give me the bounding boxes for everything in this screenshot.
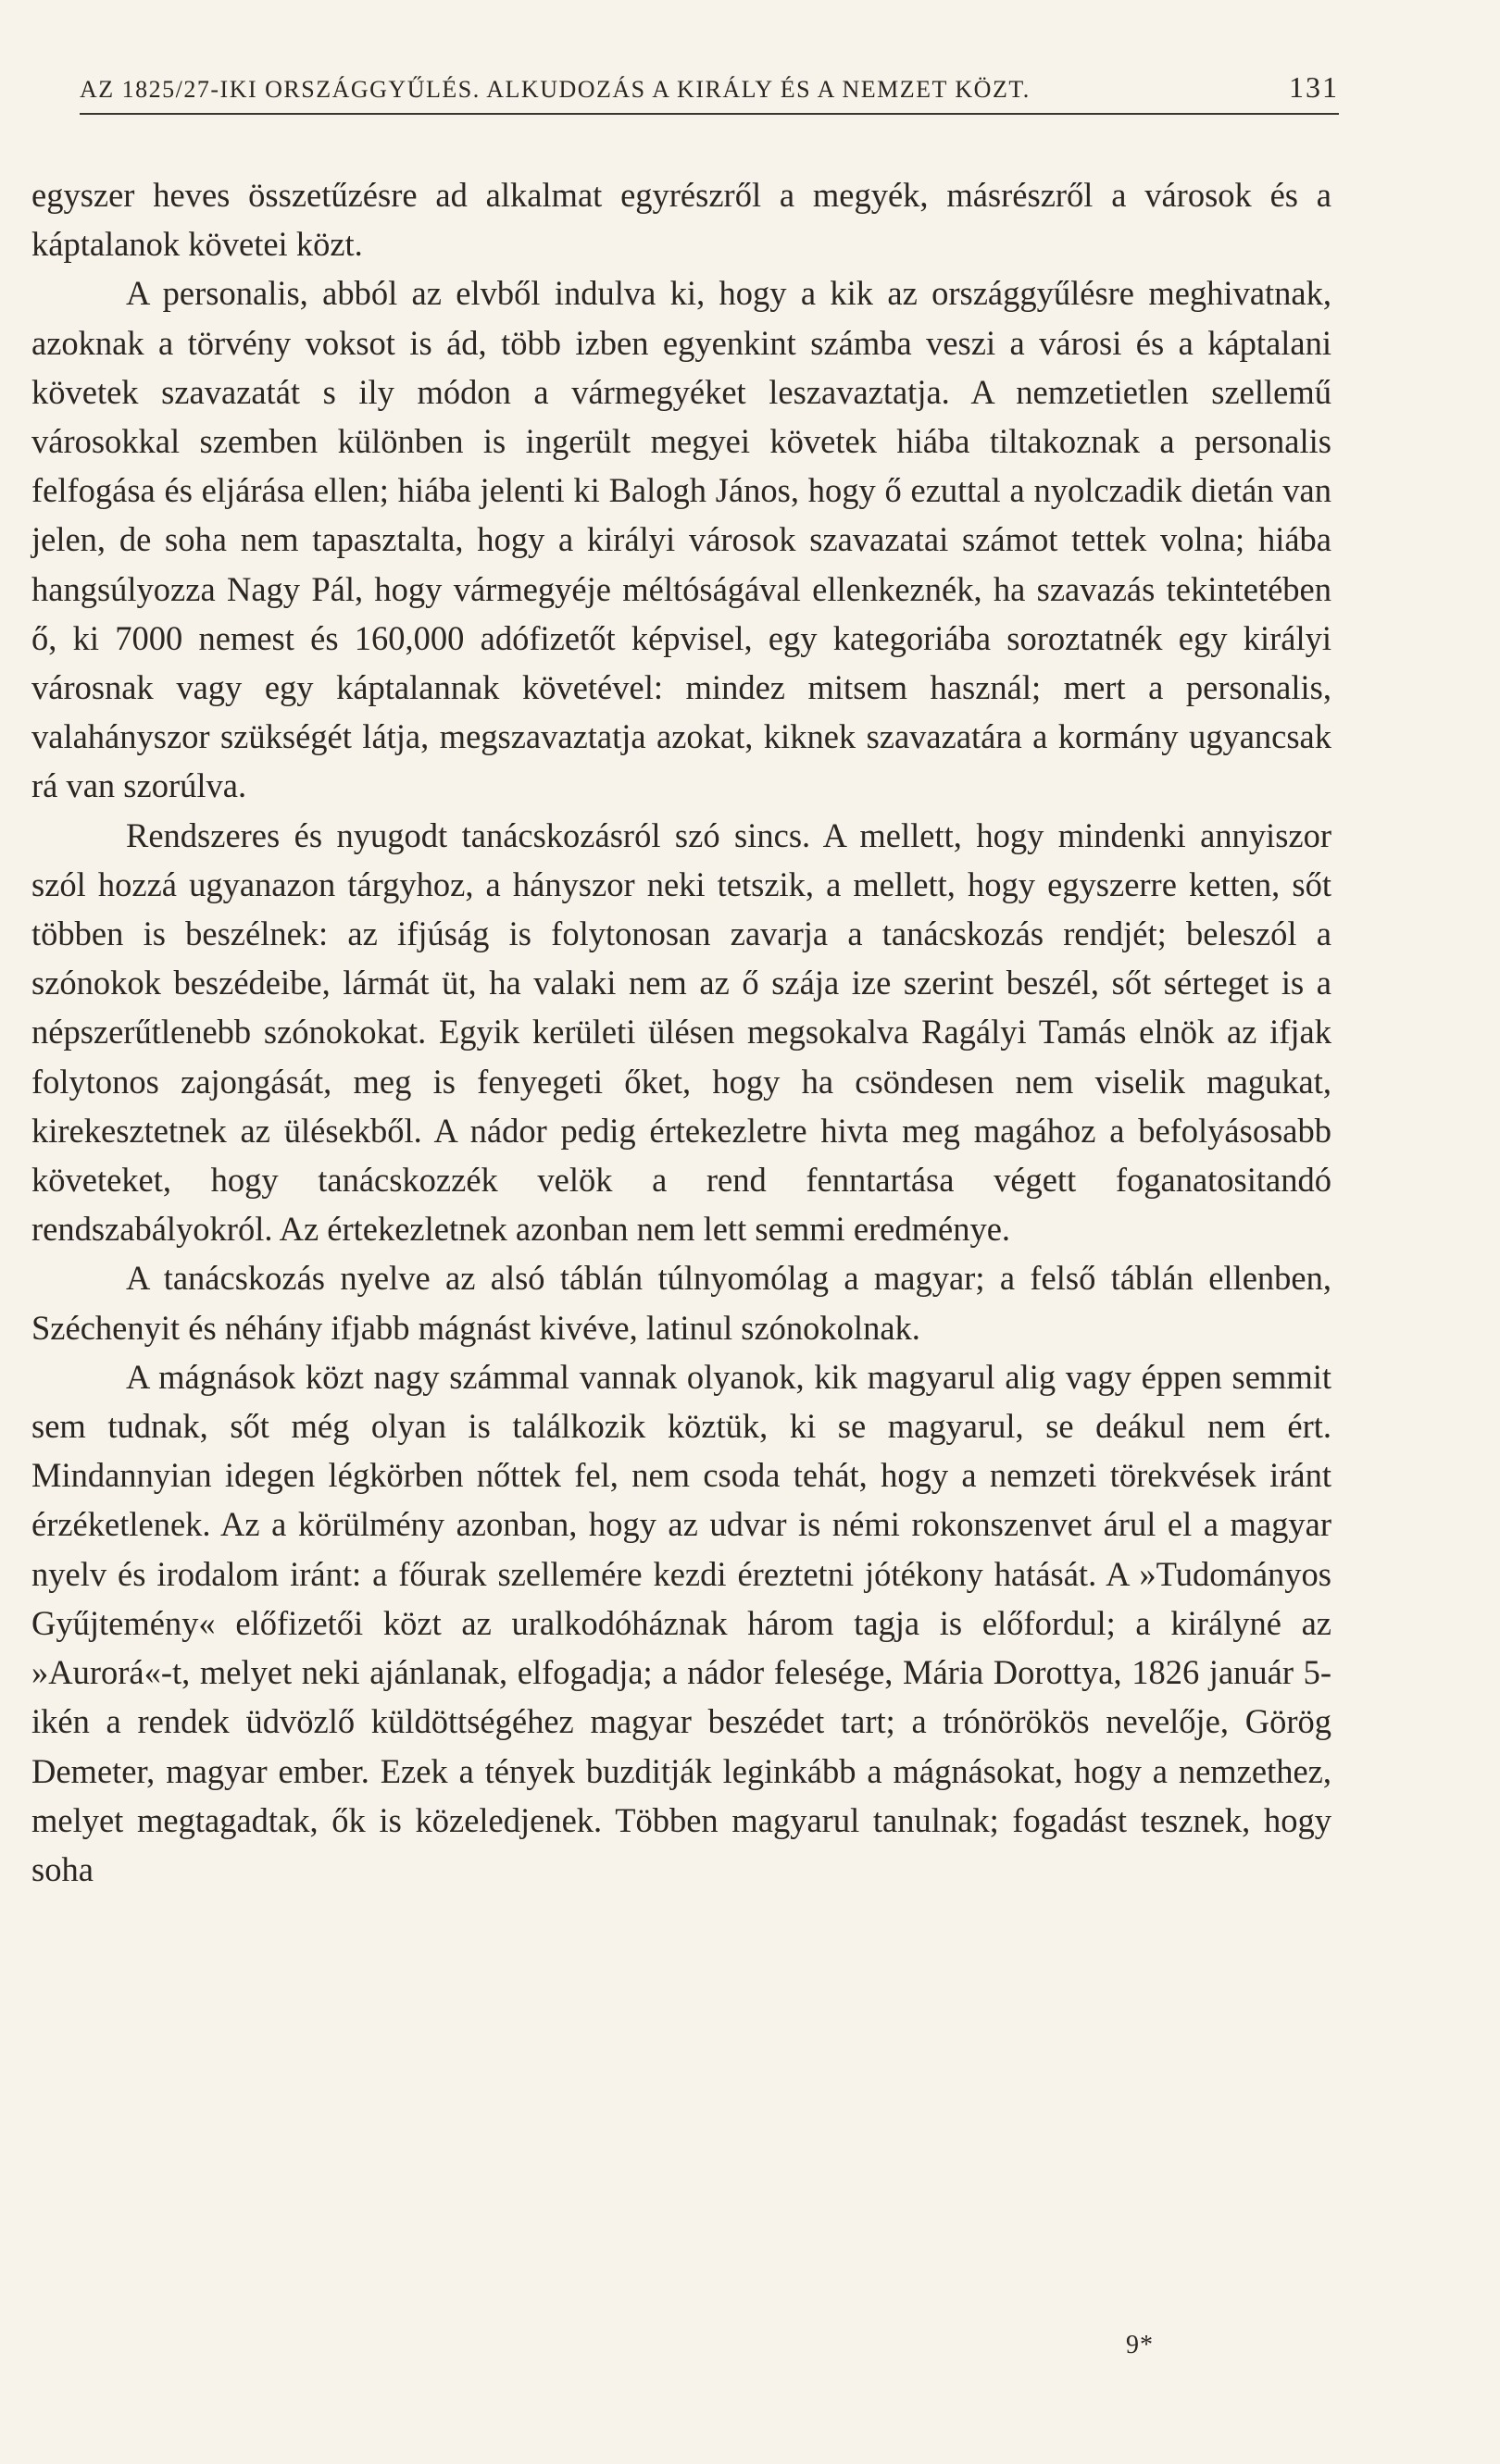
page-number: 131 — [1289, 70, 1339, 104]
running-head — [80, 65, 1339, 115]
running-head-title: AZ 1825/27-IKI ORSZÁGGYŰLÉS. ALKUDOZÁS A KIRÁLY ÉS A NEMZET KÖZT. — [80, 76, 1031, 103]
paragraph-personalis: A personalis, abból az elvből indulva ki, hogy a kik az országgyűlésre meghivatnak, azoknak a törvény voksot is ád, több izben egyenkint számba veszi a városi és a káptalani követek szavazatát s ily módon a vármegyéket leszavaztatja. A nemzetietlen szellemű városokkal szemben különben is ingerült megyei követek hiába tiltakoznak a personalis felfogása és eljárása ellen; hiába jelenti ki Balogh János, hogy ő ezuttal a nyolczadik dietán van jelen, de soha nem tapasztalta, hogy a királyi városok szavazatai számot tettek volna; hiába hangsúlyozza Nagy Pál, hogy vármegyéje méltóságával ellenkeznék, ha szavazás tekintetében ő, ki 7000 nemest és 160,000 adófizetőt képvisel, egy kategoriába soroztatnék egy királyi városnak vagy egy káptalannak követével: mindez mitsem használ; mert a personalis, valahányszor szükségét látja, megszavaztatja azokat, kiknek szavazatára a kormány ugyancsak rá van szorúlva. — [31, 274, 1331, 805]
paragraph-tanacskozas-rend: Rendszeres és nyugodt tanácskozásról szó sincs. A mellett, hogy mindenki annyiszor szól hozzá ugyanazon tárgyhoz, a hányszor neki tetszik, a mellett, hogy egyszerre ketten, sőt többen is beszélnek: az ifjúság is folytonosan zavarja a tanácskozás rendjét; beleszól a szónokok beszédeibe, lármát üt, ha valaki nem az ő szája ize szerint beszél, sőt sérteget is a népszerűtlenebb szónokokat. Egyik kerületi ülésen megsokalva Ragályi Tamás elnök az ifjak folytonos zajongását, meg is fenyegeti őket, hogy ha csöndesen nem viselik magukat, kirekesztetnek az ülésekből. A nádor pedig értekezletre hivta meg magához a befolyásosabb követeket, hogy tanácskozzék velök a rend fenntartása végett foganatositandó rendszabályokról. Az értekezletnek azonban nem lett semmi eredménye. — [31, 815, 1331, 1249]
paragraph-magnasok: A mágnások közt nagy számmal vannak olyanok, kik magyarul alig vagy éppen semmit sem tudnak, sőt még olyan is találkozik köztük, ki se magyarul, se deákul nem ért. Mindannyian idegen légkörben nőttek fel, nem csoda tehát, hogy a nemzeti törekvések iránt érzéketlenek. Az a körülmény azonban, hogy az udvar is némi rokonszenvet árul el a magyar nyelv és irodalom iránt: a főurak szellemére kezdi éreztetni jótékony hatását. A »Tudományos Gyűjtemény« előfizetői közt az uralkodóháznak három tagja is előfordul; a királyné az »Aurorá«-t, melyet neki ajánlanak, elfogadja; a nádor felesége, Mária Dorottya, 1826 január 5-ikén a rendek üdvözlő küldöttségéhez magyar beszédet tart; a trónörökös nevelője, Görög Demeter, magyar ember. Ezek a tények buzditják leginkább a mágnásokat, hogy a nemzethez, melyet megtagadtak, ők is közeledjenek. Többen magyarul tanulnak; fogadást tesznek, hogy soha — [31, 1357, 1331, 1888]
paragraph-tanacskozas-nyelve: A tanácskozás nyelve az alsó táblán túlnyomólag a magyar; a felső táblán ellenben, Széchenyit és néhány ifjabb mágnást kivéve, latinul szónokolnak. — [31, 1259, 1331, 1347]
body-text — [31, 170, 1331, 1894]
paragraph-continuation: egyszer heves összetűzésre ad alkalmat egyrészről a megyék, másrészről a városok és a káptalanok követei közt. — [31, 176, 1331, 264]
signature-mark: 9* — [1126, 2331, 1154, 2359]
